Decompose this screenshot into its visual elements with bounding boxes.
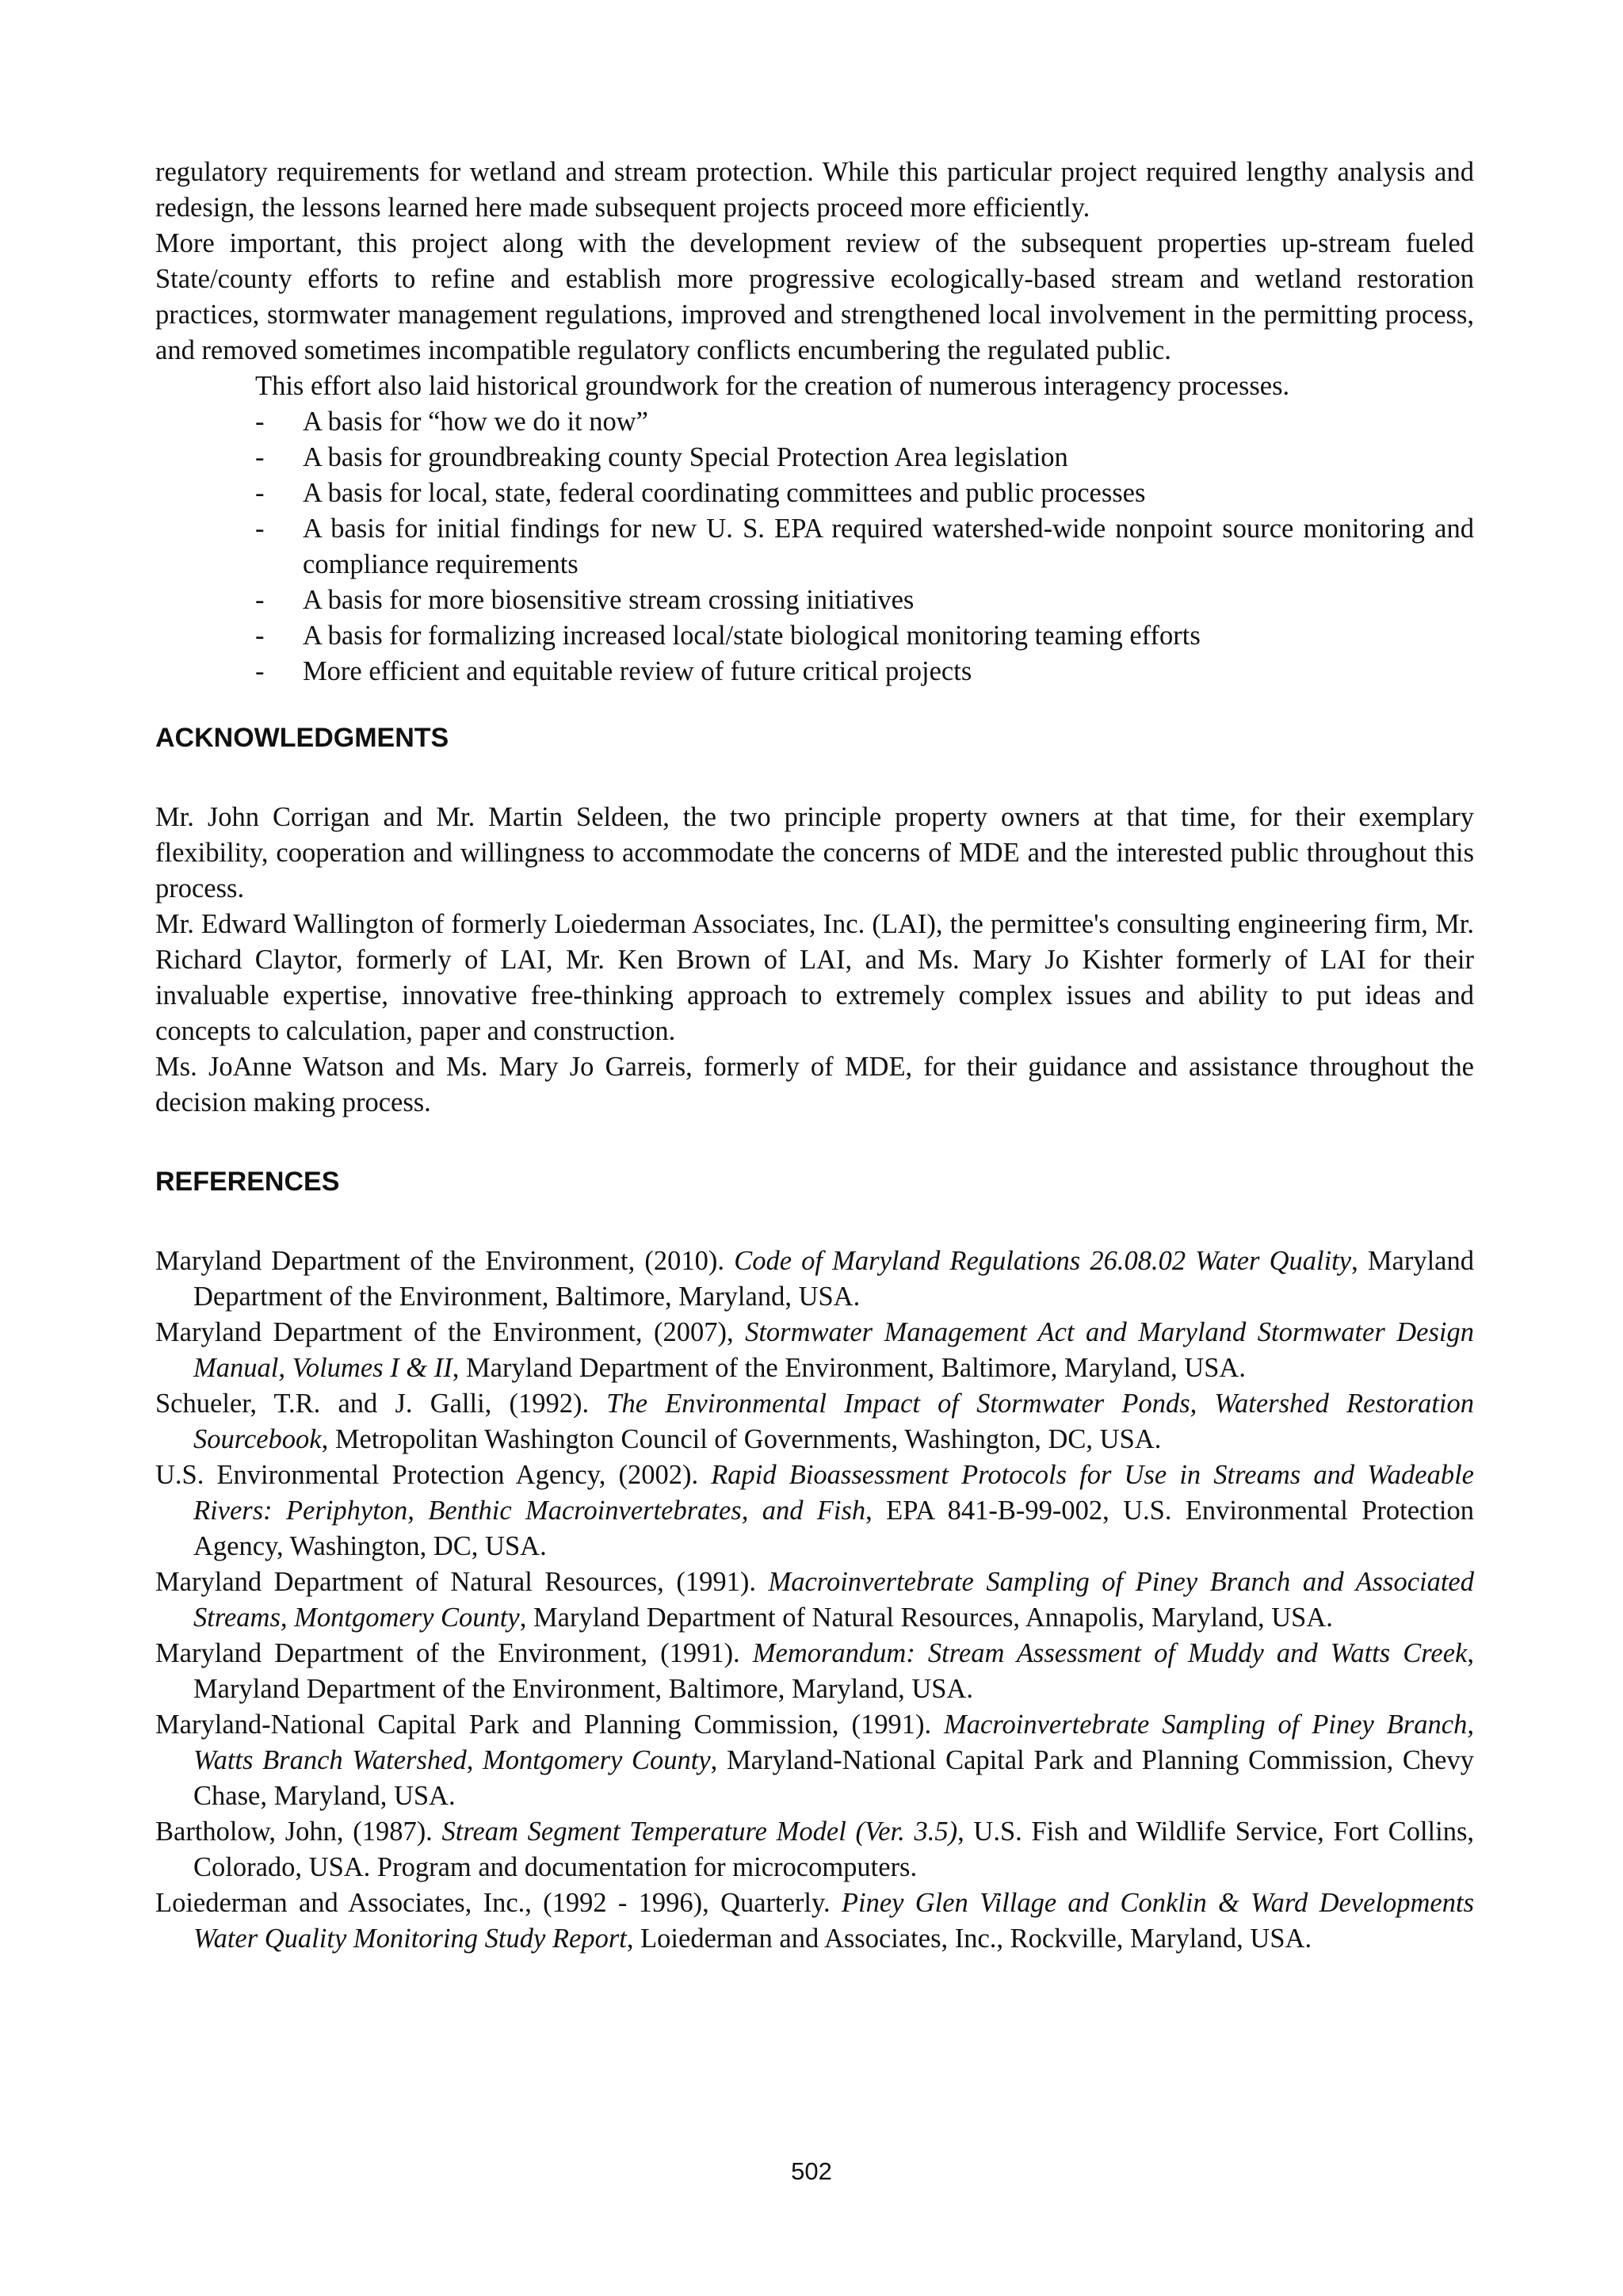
bullet-text: A basis for formalizing increased local/state biological monitoring teaming efforts — [303, 621, 1201, 651]
reference-author: Loiederman and Associates, Inc., (1992 - 1996), Quarterly. — [155, 1888, 842, 1918]
reference-publisher: , U.S. Fish and Wildlife Service, Fort Collins, Colorado, USA. Program and documentation for microcomputers. — [193, 1817, 1474, 1882]
reference-entry — [155, 1386, 1474, 1457]
reference-publisher: , Metropolitan Washington Council of Governments, Washington, DC, USA. — [321, 1424, 1162, 1454]
intro-paragraph-1: regulatory requirements for wetland and stream protection. While this particular project required lengthy analysis and redesign, the lessons learned here made subsequent projects proceed more efficiently. — [155, 157, 1474, 223]
reference-title: Stream Segment Temperature Model (Ver. 3.5) — [441, 1817, 958, 1847]
bullet-item — [155, 618, 1474, 654]
reference-author: Maryland-National Capital Park and Planning Commission, (1991). — [155, 1710, 945, 1740]
reference-publisher: , Maryland Department of the Environment, Baltimore, Maryland, USA. — [193, 1246, 1474, 1312]
bullet-dash: - — [255, 656, 265, 686]
bullet-text: A basis for local, state, federal coordinating committees and public processes — [303, 478, 1146, 508]
bullet-item — [155, 511, 1474, 583]
bullet-dash: - — [255, 442, 265, 472]
bullet-item — [155, 476, 1474, 511]
reference-publisher: , EPA 841-B-99-002, U.S. Environmental Protection Agency, Washington, DC, USA. — [193, 1496, 1474, 1561]
bullet-dash: - — [255, 585, 265, 615]
reference-publisher: , Maryland Department of the Environment, Baltimore, Maryland, USA. — [193, 1638, 1474, 1704]
acknowledgments-heading: ACKNOWLEDGMENTS — [155, 723, 449, 753]
reference-publisher: , Maryland Department of the Environment, Baltimore, Maryland, USA. — [452, 1353, 1246, 1383]
acknowledgment-paragraph: Mr. Edward Wallington of formerly Loiederman Associates, Inc. (LAI), the permittee's consulting engineering firm, Mr. Richard Claytor, formerly of LAI, Mr. Ken Brown of LAI, and Ms. Mary Jo Kishter formerly of LAI for their invaluable expertise, innovative free-thinking approach to extremely complex issues and ability to put ideas and concepts to calculation, paper and construction. — [155, 909, 1474, 1046]
reference-title: Memorandum: Stream Assessment of Muddy and Watts Creek — [752, 1638, 1468, 1668]
page-number: 502 — [791, 2157, 832, 2185]
references-heading: REFERENCES — [155, 1167, 340, 1197]
bullet-dash: - — [255, 514, 265, 544]
reference-entry — [155, 1244, 1474, 1315]
reference-title: The Environmental Impact of Stormwater Ponds, Watershed Restoration Sourcebook — [193, 1389, 1474, 1454]
bullet-text: More efficient and equitable review of future critical projects — [303, 656, 972, 686]
bullet-item — [155, 440, 1474, 476]
bullet-dash: - — [255, 407, 265, 437]
reference-title: Macroinvertebrate Sampling of Piney Branch and Associated Streams, Montgomery County — [193, 1567, 1474, 1633]
bullet-item — [155, 404, 1474, 440]
reference-publisher: , Maryland-National Capital Park and Planning Commission, Chevy Chase, Maryland, USA. — [193, 1745, 1474, 1811]
reference-author: U.S. Environmental Protection Agency, (2002). — [155, 1460, 712, 1490]
reference-entry — [155, 1707, 1474, 1814]
reference-title: Code of Maryland Regulations 26.08.02 Water Quality — [734, 1246, 1352, 1276]
acknowledgment-paragraph: Ms. JoAnne Watson and Ms. Mary Jo Garreis, formerly of MDE, for their guidance and assistance throughout the decision making process. — [155, 1052, 1474, 1117]
reference-author: Maryland Department of Natural Resources, (1991). — [155, 1567, 769, 1597]
reference-entry — [155, 1315, 1474, 1386]
intro-paragraph-3: This effort also laid historical groundwork for the creation of numerous interagency processes. — [255, 371, 1290, 401]
reference-publisher: , Maryland Department of Natural Resources, Annapolis, Maryland, USA. — [519, 1603, 1333, 1633]
bullet-text: A basis for “how we do it now” — [303, 407, 648, 437]
document-page — [155, 155, 1474, 1957]
reference-title: Macroinvertebrate Sampling of Piney Branch, Watts Branch Watershed, Montgomery County — [193, 1710, 1474, 1775]
bullet-text: A basis for more biosensitive stream crossing initiatives — [303, 585, 915, 615]
bullet-item — [155, 654, 1474, 690]
acknowledgment-paragraph: Mr. John Corrigan and Mr. Martin Seldeen, the two principle property owners at that time, for their exemplary flexibility, cooperation and willingness to accommodate the concerns of MDE and the interested public throughout this process. — [155, 802, 1474, 904]
intro-paragraph-2: More important, this project along with the development review of the subsequent properties up-stream fueled State/county efforts to refine and establish more progressive ecologically-based stream and wetland restoration practices, stormwater management regulations, improved and strengthened local involvement in the permitting process, and removed sometimes incompatible regulatory conflicts encumbering the regulated public. — [155, 228, 1474, 365]
bullet-item — [155, 583, 1474, 618]
reference-entry — [155, 1636, 1474, 1707]
reference-title: Stormwater Management Act and Maryland Stormwater Design Manual, Volumes I & II — [193, 1317, 1474, 1383]
bullet-text: A basis for initial findings for new U. S. EPA required watershed-wide nonpoint source monitoring and compliance requirements — [303, 514, 1474, 579]
bullet-dash: - — [255, 621, 265, 651]
reference-publisher: , Loiederman and Associates, Inc., Rockville, Maryland, USA. — [626, 1924, 1312, 1954]
reference-entry — [155, 1457, 1474, 1564]
reference-author: Schueler, T.R. and J. Galli, (1992). — [155, 1389, 607, 1419]
reference-author: Maryland Department of the Environment, (1991). — [155, 1638, 753, 1668]
reference-title: Rapid Bioassessment Protocols for Use in Streams and Wadeable Rivers: Periphyton, Benthic Macroinvertebrates, and Fish — [193, 1460, 1474, 1526]
reference-author: Bartholow, John, (1987). — [155, 1817, 442, 1847]
reference-entry — [155, 1814, 1474, 1885]
reference-entry — [155, 1885, 1474, 1957]
reference-author: Maryland Department of the Environment, (2010). — [155, 1246, 735, 1276]
bullet-dash: - — [255, 478, 265, 508]
reference-author: Maryland Department of the Environment, (2007), — [155, 1317, 746, 1347]
bullet-text: A basis for groundbreaking county Special Protection Area legislation — [303, 442, 1068, 472]
reference-entry — [155, 1564, 1474, 1636]
reference-title: Piney Glen Village and Conklin & Ward Developments Water Quality Monitoring Study Report — [193, 1888, 1474, 1954]
bullet-list — [155, 404, 1474, 690]
